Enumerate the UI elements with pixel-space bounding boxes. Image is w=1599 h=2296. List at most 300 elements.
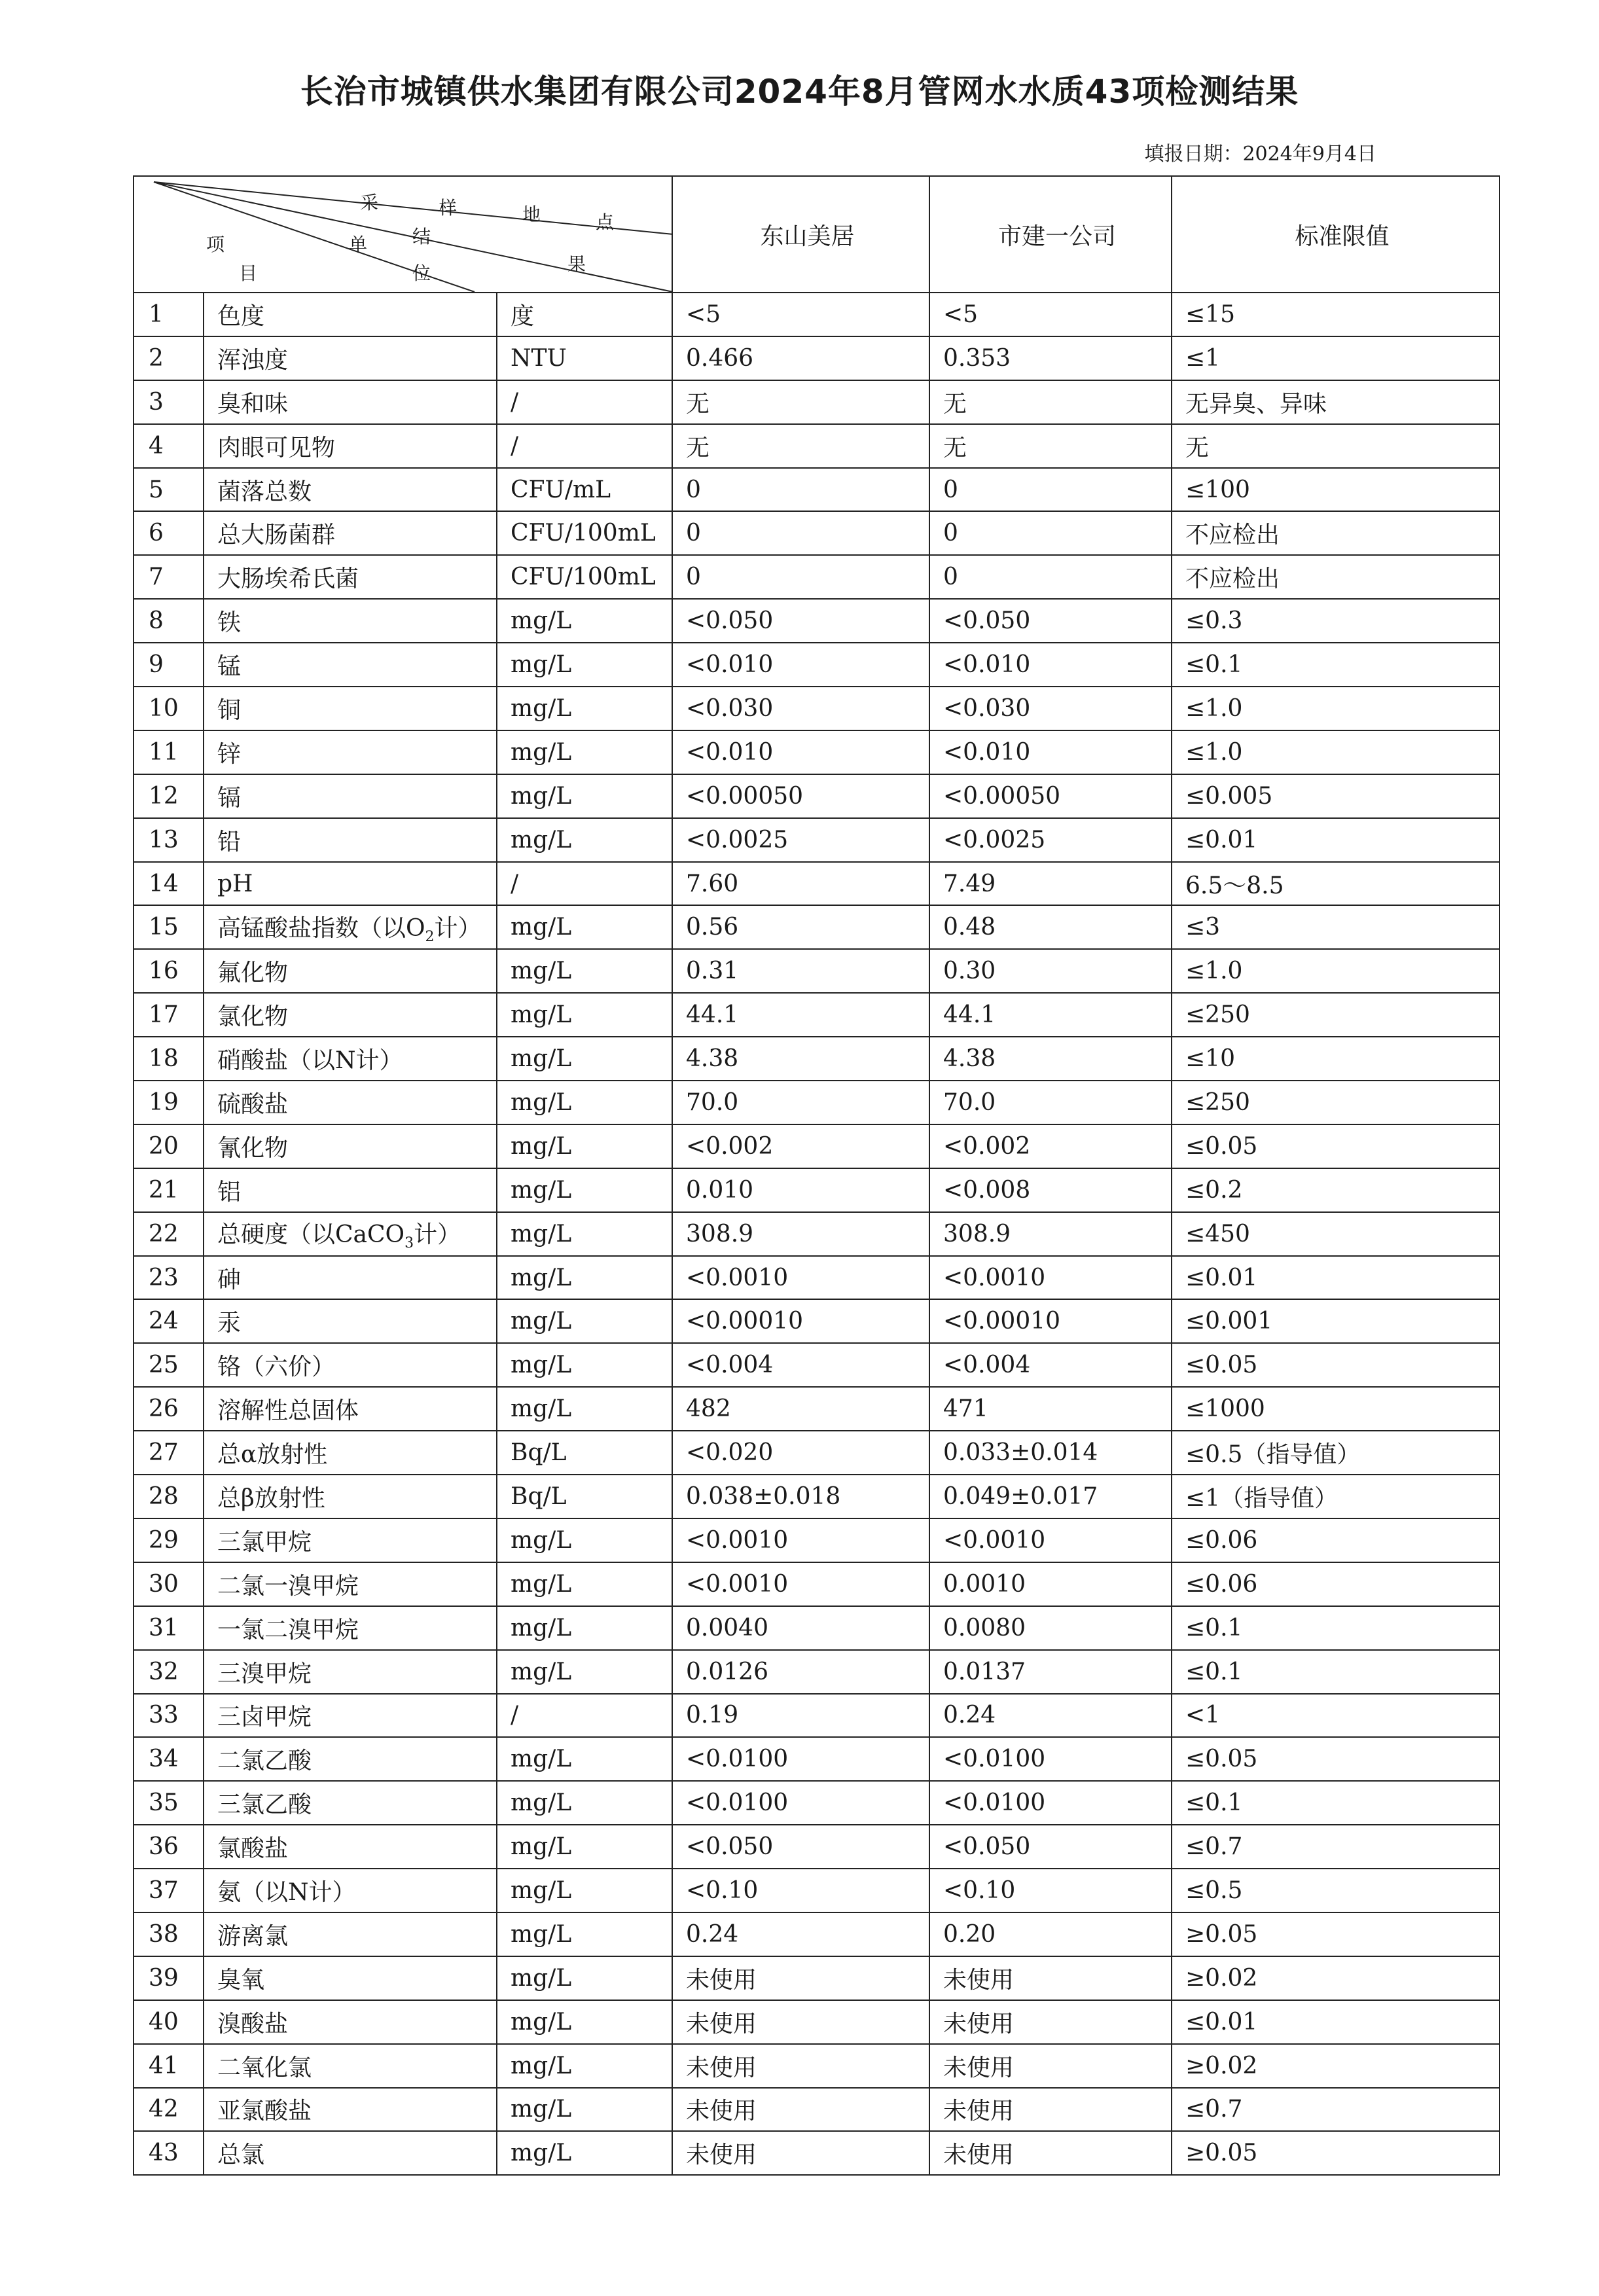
site-a-value: 0.24	[672, 1912, 929, 1956]
unit: mg/L	[497, 1256, 672, 1300]
site-b-value: <0.050	[929, 599, 1172, 643]
table-row	[134, 599, 1500, 643]
item-name	[204, 2000, 497, 2044]
site-a-value: 未使用	[672, 2131, 929, 2175]
table-row	[134, 336, 1500, 380]
site-b-value: <0.008	[929, 1168, 1172, 1212]
item-name	[204, 1168, 497, 1212]
item-name	[204, 1606, 497, 1650]
site-a-value: 未使用	[672, 2088, 929, 2132]
site-a-value: 0.0126	[672, 1650, 929, 1694]
unit: mg/L	[497, 2000, 672, 2044]
item-name-text: 大肠埃希氏菌	[217, 565, 359, 593]
item-name	[204, 1037, 497, 1081]
row-number: 23	[134, 1256, 204, 1300]
site-b-value: 未使用	[929, 2000, 1172, 2044]
site-a-value: <0.0010	[672, 1518, 929, 1562]
item-name	[204, 1124, 497, 1168]
site-a-value: 0.31	[672, 949, 929, 993]
table-row	[134, 1081, 1500, 1124]
site-b-value: 未使用	[929, 1956, 1172, 2000]
unit: mg/L	[497, 774, 672, 818]
row-number: 33	[134, 1694, 204, 1738]
site-b-value: <5	[929, 293, 1172, 336]
item-name-text: 镉	[217, 784, 242, 812]
row-number: 25	[134, 1343, 204, 1387]
site-b-value: <0.030	[929, 687, 1172, 730]
row-number: 2	[134, 336, 204, 380]
item-name-text: 二氯一溴甲烷	[217, 1572, 359, 1600]
item-name	[204, 336, 497, 380]
standard-limit: ≤0.05	[1172, 1737, 1500, 1781]
item-name-text: 色度	[217, 302, 265, 330]
unit: mg/L	[497, 1737, 672, 1781]
site-a-value: <0.10	[672, 1869, 929, 1912]
item-name	[204, 1781, 497, 1825]
item-name	[204, 555, 497, 599]
table-row	[134, 1343, 1500, 1387]
table-row	[134, 2088, 1500, 2132]
standard-limit: ≥0.05	[1172, 2131, 1500, 2175]
site-b-value: <0.010	[929, 730, 1172, 774]
unit: mg/L	[497, 687, 672, 730]
standard-limit: ≤1（指导值）	[1172, 1475, 1500, 1518]
standard-limit: <1	[1172, 1694, 1500, 1738]
unit: NTU	[497, 336, 672, 380]
item-name	[204, 424, 497, 468]
item-name-text: 硝酸盐（以N计）	[217, 1047, 403, 1075]
table-row	[134, 905, 1500, 949]
standard-limit: 不应检出	[1172, 511, 1500, 555]
site-b-value: <0.0010	[929, 1256, 1172, 1300]
standard-limit: ≤0.001	[1172, 1299, 1500, 1343]
standard-limit: ≤0.7	[1172, 1825, 1500, 1869]
site-b-value: <0.050	[929, 1825, 1172, 1869]
site-a-value: <0.002	[672, 1124, 929, 1168]
standard-limit: ≤0.06	[1172, 1562, 1500, 1606]
site-header-a: 东山美居	[672, 176, 929, 293]
site-a-value: 0.038±0.018	[672, 1475, 929, 1518]
water-quality-table	[133, 175, 1500, 2176]
diag-char: 单	[349, 234, 368, 255]
item-name-text: 铝	[217, 1178, 242, 1206]
item-name-text: 二氯乙酸	[217, 1748, 312, 1775]
site-b-value: <0.0010	[929, 1518, 1172, 1562]
item-name	[204, 468, 497, 512]
site-b-value: 0.0137	[929, 1650, 1172, 1694]
site-a-value: <0.0010	[672, 1256, 929, 1300]
site-b-value: 471	[929, 1387, 1172, 1431]
standard-limit: ≤1.0	[1172, 730, 1500, 774]
unit: mg/L	[497, 643, 672, 687]
row-number: 37	[134, 1869, 204, 1912]
site-a-value: 308.9	[672, 1212, 929, 1256]
table-row	[134, 1781, 1500, 1825]
site-b-value: 70.0	[929, 1081, 1172, 1124]
table-row	[134, 1694, 1500, 1738]
unit: CFU/mL	[497, 468, 672, 512]
standard-limit: ≤10	[1172, 1037, 1500, 1081]
row-number: 39	[134, 1956, 204, 2000]
row-number: 11	[134, 730, 204, 774]
table-row	[134, 1562, 1500, 1606]
item-name	[204, 1475, 497, 1518]
site-b-value: 0.0080	[929, 1606, 1172, 1650]
item-name-text: 三氯乙酸	[217, 1791, 312, 1819]
diag-char: 样	[439, 197, 458, 219]
site-a-value: <0.010	[672, 643, 929, 687]
site-a-value: <0.030	[672, 687, 929, 730]
standard-limit: ≤450	[1172, 1212, 1500, 1256]
table-row	[134, 1869, 1500, 1912]
standard-limit: ≤0.01	[1172, 2000, 1500, 2044]
row-number: 19	[134, 1081, 204, 1124]
unit: mg/L	[497, 599, 672, 643]
table-row	[134, 862, 1500, 906]
unit: mg/L	[497, 1781, 672, 1825]
site-b-value: 0	[929, 511, 1172, 555]
site-a-value: 0	[672, 555, 929, 599]
site-a-value: 0.466	[672, 336, 929, 380]
table-row	[134, 1256, 1500, 1300]
item-name-text: 总α放射性	[217, 1441, 328, 1469]
unit: mg/L	[497, 1650, 672, 1694]
item-name-tail: 计）	[434, 914, 482, 942]
item-name-text: 总β放射性	[217, 1484, 325, 1512]
site-b-value: 0.30	[929, 949, 1172, 993]
row-number: 32	[134, 1650, 204, 1694]
site-b-value: <0.10	[929, 1869, 1172, 1912]
row-number: 9	[134, 643, 204, 687]
table-row	[134, 1299, 1500, 1343]
unit: 度	[497, 293, 672, 336]
standard-limit: ≤0.1	[1172, 1606, 1500, 1650]
diag-char: 项	[206, 234, 225, 255]
item-name	[204, 599, 497, 643]
table-header-row	[134, 176, 1500, 293]
unit: mg/L	[497, 730, 672, 774]
standard-limit: ≤250	[1172, 1081, 1500, 1124]
unit: /	[497, 424, 672, 468]
table-row	[134, 1737, 1500, 1781]
item-name	[204, 380, 497, 424]
item-name	[204, 1825, 497, 1869]
row-number: 38	[134, 1912, 204, 1956]
unit: mg/L	[497, 1387, 672, 1431]
item-name	[204, 1956, 497, 2000]
standard-limit: ≤0.1	[1172, 1650, 1500, 1694]
site-b-value: 无	[929, 424, 1172, 468]
item-name-text: 硫酸盐	[217, 1090, 289, 1118]
site-a-value: 7.60	[672, 862, 929, 906]
item-name-text: 臭氧	[217, 1966, 265, 1994]
site-a-value: <0.0100	[672, 1781, 929, 1825]
unit: mg/L	[497, 1912, 672, 1956]
unit: mg/L	[497, 905, 672, 949]
standard-limit: 无	[1172, 424, 1500, 468]
item-name-text: 总氯	[217, 2142, 265, 2169]
row-number: 29	[134, 1518, 204, 1562]
standard-limit: ≤0.01	[1172, 818, 1500, 862]
unit: mg/L	[497, 993, 672, 1037]
site-a-value: <0.00010	[672, 1299, 929, 1343]
item-name	[204, 818, 497, 862]
site-b-value: 未使用	[929, 2131, 1172, 2175]
item-name-text: 溴酸盐	[217, 2010, 289, 2037]
site-a-value: <0.0100	[672, 1737, 929, 1781]
site-b-value: 4.38	[929, 1037, 1172, 1081]
item-name-text: 汞	[217, 1310, 242, 1337]
item-name	[204, 1299, 497, 1343]
site-b-value: <0.0025	[929, 818, 1172, 862]
table-row	[134, 1387, 1500, 1431]
item-name-text: 一氯二溴甲烷	[217, 1616, 359, 1643]
item-name-text: 铅	[217, 828, 242, 855]
site-a-value: 482	[672, 1387, 929, 1431]
site-a-value: <5	[672, 293, 929, 336]
row-number: 26	[134, 1387, 204, 1431]
item-name-text: 三氯甲烷	[217, 1528, 312, 1556]
row-number: 21	[134, 1168, 204, 1212]
table-row	[134, 643, 1500, 687]
item-subscript: 2	[425, 929, 435, 945]
row-number: 41	[134, 2044, 204, 2088]
item-name	[204, 1212, 497, 1256]
standard-limit: ≤0.005	[1172, 774, 1500, 818]
item-name-text: 铜	[217, 696, 242, 724]
item-name	[204, 774, 497, 818]
site-a-value: <0.010	[672, 730, 929, 774]
unit: mg/L	[497, 1825, 672, 1869]
item-name-text: 浑浊度	[217, 346, 289, 374]
item-name-text: 二氧化氯	[217, 2054, 312, 2081]
item-name-text: pH	[217, 870, 253, 897]
item-name	[204, 1869, 497, 1912]
site-a-value: 0	[672, 468, 929, 512]
item-name	[204, 1081, 497, 1124]
standard-limit: ≤0.2	[1172, 1168, 1500, 1212]
site-a-value: <0.020	[672, 1431, 929, 1475]
item-name-text: 三溴甲烷	[217, 1660, 312, 1687]
table-row	[134, 1475, 1500, 1518]
standard-limit: ≤1.0	[1172, 949, 1500, 993]
table-row	[134, 2131, 1500, 2175]
standard-limit: ≤1.0	[1172, 687, 1500, 730]
unit: mg/L	[497, 1562, 672, 1606]
item-name-text: 氨（以N计）	[217, 1879, 356, 1906]
standard-limit: ≤0.01	[1172, 1256, 1500, 1300]
table-row	[134, 1431, 1500, 1475]
table-row	[134, 424, 1500, 468]
item-name	[204, 293, 497, 336]
site-a-value: 70.0	[672, 1081, 929, 1124]
site-a-value: 0.010	[672, 1168, 929, 1212]
site-b-value: 0	[929, 468, 1172, 512]
standard-limit: 6.5～8.5	[1172, 862, 1500, 906]
item-name-text: 铁	[217, 609, 242, 637]
site-a-value: 0.19	[672, 1694, 929, 1738]
row-number: 27	[134, 1431, 204, 1475]
site-a-value: <0.050	[672, 1825, 929, 1869]
table-row	[134, 468, 1500, 512]
fill-date: 填报日期：2024年9月4日	[1144, 143, 1376, 166]
item-name-text: 锰	[217, 653, 242, 681]
table-row	[134, 1037, 1500, 1081]
item-name-text: 氟化物	[217, 960, 289, 987]
site-b-value: <0.002	[929, 1124, 1172, 1168]
unit: mg/L	[497, 2131, 672, 2175]
item-name-text: 铬（六价）	[217, 1354, 336, 1381]
row-number: 14	[134, 862, 204, 906]
item-name	[204, 1650, 497, 1694]
standard-limit: ≥0.05	[1172, 1912, 1500, 1956]
table-row	[134, 1606, 1500, 1650]
unit: mg/L	[497, 1343, 672, 1387]
item-name	[204, 730, 497, 774]
diagonal-header-cell	[134, 176, 672, 293]
item-name	[204, 905, 497, 949]
unit: CFU/100mL	[497, 511, 672, 555]
diag-char: 采	[360, 192, 379, 213]
item-name	[204, 1694, 497, 1738]
standard-limit: ≤0.5	[1172, 1869, 1500, 1912]
unit: mg/L	[497, 1168, 672, 1212]
item-name-text: 游离氯	[217, 1922, 289, 1950]
item-name-text: 锌	[217, 740, 242, 768]
row-number: 12	[134, 774, 204, 818]
table-row	[134, 1956, 1500, 2000]
site-b-value: 未使用	[929, 2044, 1172, 2088]
item-name-text: 氯化物	[217, 1003, 289, 1031]
row-number: 20	[134, 1124, 204, 1168]
site-a-value: <0.0025	[672, 818, 929, 862]
item-name-text: 总硬度（以CaCO	[217, 1221, 405, 1249]
unit: mg/L	[497, 2088, 672, 2132]
site-b-value: 308.9	[929, 1212, 1172, 1256]
site-a-value: 0	[672, 511, 929, 555]
item-name	[204, 1343, 497, 1387]
table-row	[134, 1825, 1500, 1869]
item-name-text: 砷	[217, 1266, 242, 1293]
site-a-value: <0.050	[672, 599, 929, 643]
item-name-tail: 计）	[414, 1221, 461, 1249]
site-b-value: 未使用	[929, 2088, 1172, 2132]
row-number: 22	[134, 1212, 204, 1256]
item-name	[204, 993, 497, 1037]
item-name	[204, 2088, 497, 2132]
row-number: 8	[134, 599, 204, 643]
item-name-text: 氯酸盐	[217, 1835, 289, 1863]
item-name	[204, 1387, 497, 1431]
site-b-value: <0.004	[929, 1343, 1172, 1387]
page-title: 长治市城镇供水集团有限公司2024年8月管网水水质43项检测结果	[300, 73, 1299, 111]
row-number: 13	[134, 818, 204, 862]
site-a-value: 0.56	[672, 905, 929, 949]
site-a-value: <0.0010	[672, 1562, 929, 1606]
site-a-value: 无	[672, 380, 929, 424]
standard-limit: ≤0.05	[1172, 1343, 1500, 1387]
site-b-value: 0.033±0.014	[929, 1431, 1172, 1475]
site-a-value: <0.00050	[672, 774, 929, 818]
site-b-value: 0.0010	[929, 1562, 1172, 1606]
item-name	[204, 1737, 497, 1781]
item-name-text: 臭和味	[217, 390, 289, 418]
table-row	[134, 687, 1500, 730]
item-name	[204, 687, 497, 730]
table-row	[134, 774, 1500, 818]
row-number: 31	[134, 1606, 204, 1650]
standard-limit: ≤0.1	[1172, 643, 1500, 687]
unit: mg/L	[497, 1212, 672, 1256]
table-row	[134, 949, 1500, 993]
table-row	[134, 1168, 1500, 1212]
site-b-value: <0.0100	[929, 1781, 1172, 1825]
unit: mg/L	[497, 1956, 672, 2000]
unit: mg/L	[497, 1518, 672, 1562]
site-b-value: 0	[929, 555, 1172, 599]
row-number: 43	[134, 2131, 204, 2175]
row-number: 35	[134, 1781, 204, 1825]
unit: Bq/L	[497, 1431, 672, 1475]
standard-limit: 不应检出	[1172, 555, 1500, 599]
item-name	[204, 862, 497, 906]
item-name	[204, 1431, 497, 1475]
row-number: 18	[134, 1037, 204, 1081]
row-number: 24	[134, 1299, 204, 1343]
row-number: 3	[134, 380, 204, 424]
item-name	[204, 2044, 497, 2088]
site-a-value: 0.0040	[672, 1606, 929, 1650]
table-row	[134, 1212, 1500, 1256]
row-number: 36	[134, 1825, 204, 1869]
row-number: 34	[134, 1737, 204, 1781]
item-name-text: 总大肠菌群	[217, 522, 336, 549]
item-name	[204, 1256, 497, 1300]
standard-limit: ≤0.3	[1172, 599, 1500, 643]
site-a-value: 4.38	[672, 1037, 929, 1081]
standard-limit: ≤1000	[1172, 1387, 1500, 1431]
unit: mg/L	[497, 818, 672, 862]
site-b-value: <0.00010	[929, 1299, 1172, 1343]
item-name	[204, 2131, 497, 2175]
unit: mg/L	[497, 1299, 672, 1343]
item-name-text: 亚氯酸盐	[217, 2098, 312, 2125]
item-name	[204, 643, 497, 687]
standard-limit: ≤250	[1172, 993, 1500, 1037]
table-row	[134, 1912, 1500, 1956]
item-name-text: 肉眼可见物	[217, 434, 336, 461]
row-number: 28	[134, 1475, 204, 1518]
site-a-value: 未使用	[672, 1956, 929, 2000]
table-row	[134, 1518, 1500, 1562]
row-number: 6	[134, 511, 204, 555]
unit: mg/L	[497, 1869, 672, 1912]
site-b-value: 0.48	[929, 905, 1172, 949]
site-b-value: 0.24	[929, 1694, 1172, 1738]
row-number: 16	[134, 949, 204, 993]
site-b-value: 0.049±0.017	[929, 1475, 1172, 1518]
table-row	[134, 293, 1500, 336]
table-row	[134, 1650, 1500, 1694]
unit: CFU/100mL	[497, 555, 672, 599]
diag-char: 结	[412, 226, 431, 247]
row-number: 1	[134, 293, 204, 336]
diag-char: 目	[239, 262, 258, 284]
row-number: 42	[134, 2088, 204, 2132]
site-b-value: 44.1	[929, 993, 1172, 1037]
table-row	[134, 993, 1500, 1037]
standard-limit: ≤0.7	[1172, 2088, 1500, 2132]
